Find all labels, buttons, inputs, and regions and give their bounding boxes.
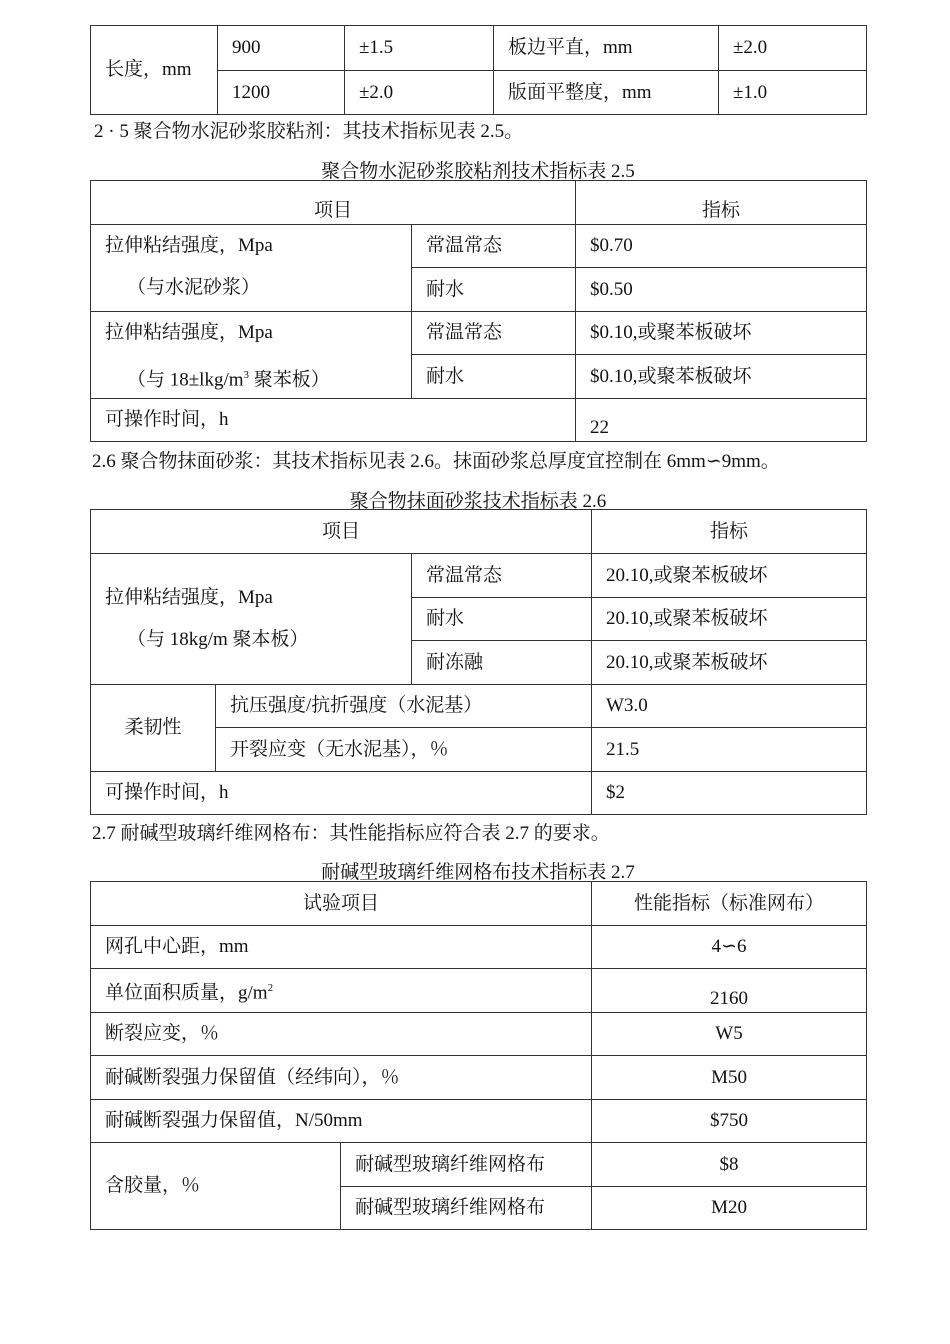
row-label: 断裂应变，％: [91, 1013, 592, 1056]
value-cell: 21.5: [592, 728, 867, 772]
size-cell: 900: [218, 26, 345, 71]
value-cell: $0.10,或聚苯板破坏: [576, 312, 867, 355]
group1-label: [91, 554, 412, 685]
condition-cell: 耐水: [412, 355, 576, 399]
group2-label: [91, 312, 412, 399]
time-value: 22: [576, 399, 867, 442]
row-value: 2160: [592, 969, 867, 1013]
row-label: 单位面积质量，$g/m^2$: [91, 969, 592, 1013]
row-value: M50: [592, 1056, 867, 1100]
condition-cell: 常温常态: [412, 225, 576, 268]
row-value: W5: [592, 1013, 867, 1056]
glue-value: $8: [592, 1143, 867, 1187]
size-cell: 1200: [218, 71, 345, 115]
condition-cell: 耐水: [412, 268, 576, 312]
item-cell: 版面平整度，mm: [494, 71, 719, 115]
header-index: 指标: [576, 181, 867, 225]
value-cell: 20.10,或聚苯板破坏: [592, 598, 867, 641]
row-label-length: 长度，mm: [91, 26, 218, 115]
condition-cell: 常温常态: [412, 554, 592, 598]
caption-table-2-5: 聚合物水泥砂浆胶粘剂技术指标表 2.5: [321, 161, 635, 182]
header-index: 指标: [592, 510, 867, 554]
row-label: 耐碱断裂强力保留值（经纬向），％: [91, 1056, 592, 1100]
row-label: 耐碱断裂强力保留值，N/50mm: [91, 1100, 592, 1143]
header-item: 项目: [91, 181, 576, 225]
value-cell: 20.10,或聚苯板破坏: [592, 554, 867, 598]
row-value: $750: [592, 1100, 867, 1143]
row-label: 网孔中心距，mm: [91, 926, 592, 969]
glue-label: 含胶量，％: [91, 1143, 341, 1230]
condition-cell: 耐冻融: [412, 641, 592, 685]
caption-table-2-7: 耐碱型玻璃纤维网格布技术指标表 2.7: [321, 862, 635, 883]
header-item: 项目: [91, 510, 592, 554]
item-cell: 板边平直，mm: [494, 26, 719, 71]
table-2-6: [90, 509, 867, 815]
flex-label: 柔韧性: [91, 685, 216, 772]
paragraph-2-7: 2.7 耐碱型玻璃纤维网格布：其性能指标应符合表 2.7 的要求。: [92, 823, 610, 844]
group1-line1: 拉伸粘结强度，Mpa: [105, 235, 273, 256]
value-cell: $0.70: [576, 225, 867, 268]
glue-sub-label: 耐碱型玻璃纤维网格布: [341, 1187, 592, 1230]
item-tolerance-cell: ±1.0: [719, 71, 867, 115]
glue-value: M20: [592, 1187, 867, 1230]
group2-line1: 拉伸粘结强度，Mpa: [105, 322, 273, 343]
caption-table-2-6: 聚合物抹面砂浆技术指标表 2.6: [349, 491, 607, 512]
condition-cell: 常温常态: [412, 312, 576, 355]
group1-label: [91, 225, 412, 312]
time-label: 可操作时间，h: [91, 399, 576, 442]
table-2-7: [90, 881, 867, 1230]
header-item: 试验项目: [91, 882, 592, 926]
glue-sub-label: 耐碱型玻璃纤维网格布: [341, 1143, 592, 1187]
header-index: 性能指标（标准网布）: [592, 882, 867, 926]
value-cell: $0.10,或聚苯板破坏: [576, 355, 867, 399]
time-label: 可操作时间，h: [91, 772, 592, 815]
time-value: $2: [592, 772, 867, 815]
value-cell: W3.0: [592, 685, 867, 728]
paragraph-2-6: 2.6 聚合物抹面砂浆：其技术指标见表 2.6。抹面砂浆总厚度宜控制在 6mm∽9mm。: [92, 451, 780, 472]
tolerance-cell: ±2.0: [345, 71, 494, 115]
table-2-5: [90, 180, 867, 442]
group2-line2: （与 $18\pm lkg/m^3$ 聚苯板）: [127, 369, 330, 391]
value-cell: 20.10,或聚苯板破坏: [592, 641, 867, 685]
group1-line2: （与水泥砂浆）: [127, 277, 261, 298]
row-value: 4∽6: [592, 926, 867, 969]
group1-line1: 拉伸粘结强度，Mpa: [105, 587, 273, 608]
condition-cell: 开裂应变（无水泥基），％: [216, 728, 592, 772]
group1-line2: （与 18kg/m 聚本板）: [127, 629, 309, 650]
condition-cell: 抗压强度/抗折强度（水泥基）: [216, 685, 592, 728]
value-cell: $0.50: [576, 268, 867, 312]
tolerance-cell: ±1.5: [345, 26, 494, 71]
condition-cell: 耐水: [412, 598, 592, 641]
item-tolerance-cell: ±2.0: [719, 26, 867, 71]
paragraph-2-5: 2 · 5 聚合物水泥砂浆胶粘剂：其技术指标见表 2.5。: [94, 121, 524, 142]
table-dimension-tolerance: [90, 25, 867, 115]
